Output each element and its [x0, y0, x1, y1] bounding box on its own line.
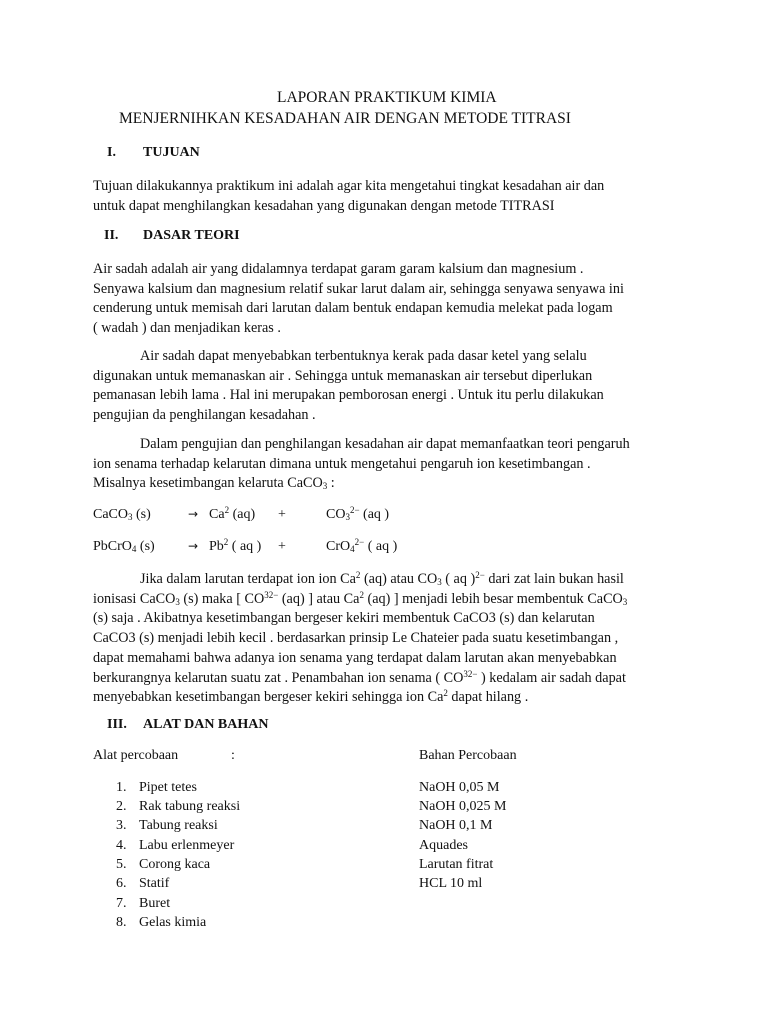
list-number: 6.: [116, 876, 127, 891]
text-run: menyebabkan kesetimbangan bergeser kekiri sehingga ion Ca: [93, 689, 444, 706]
list-number: 5.: [116, 857, 127, 872]
list-item: Buret: [139, 896, 171, 911]
superscript: 2−: [268, 589, 279, 600]
list-item: Corong kaca: [139, 857, 211, 872]
dasar-paragraph-3: [93, 435, 630, 494]
alat-label: Alat percobaan: [93, 748, 179, 763]
list-number: 1.: [116, 780, 127, 795]
list-item: NaOH 0,1 M: [419, 818, 493, 833]
subscript: 4: [131, 544, 137, 554]
superscript: 2: [223, 537, 229, 547]
dasar-paragraph-4: [93, 570, 627, 708]
superscript: 2−: [467, 668, 478, 679]
equation-2-right: [326, 539, 397, 555]
list-item: Rak tabung reaksi: [139, 799, 241, 814]
plus-sign: +: [278, 507, 286, 522]
subscript: 3: [322, 481, 328, 492]
list-number: 7.: [116, 896, 127, 911]
text-run: (aq) ] atau Ca: [278, 590, 360, 607]
list-item: HCL 10 ml: [419, 876, 483, 891]
text-line: CaCO3 (s) menjadi lebih kecil . berdasarkan prinsip Le Chateier pada suatu kesetimbangan ,: [93, 630, 619, 647]
list-item: Pipet tetes: [139, 780, 197, 795]
equation-1-right: [326, 507, 389, 523]
formula: CrO: [326, 539, 351, 554]
text-line: Tujuan dilakukannya praktikum ini adalah agar kita mengetahui tingkat kesadahan air dan: [93, 178, 605, 194]
superscript: 3: [264, 589, 269, 600]
subscript: 3: [345, 512, 350, 522]
superscript: 2−: [354, 537, 365, 547]
text-line: pemanasan lebih lama . Hal ini merupakan pemborosan energi . Untuk itu perlu dilakukan: [93, 387, 604, 404]
subscript: 3: [622, 596, 628, 607]
formula: CO: [326, 507, 346, 522]
list-item: Labu erlenmeyer: [139, 838, 235, 853]
plus-sign: +: [278, 539, 286, 554]
text-line: untuk dapat menghilangkan kesadahan yang digunakan dengan metode TITRASI: [93, 197, 555, 214]
formula: Ca: [209, 507, 225, 522]
text-run: dapat hilang .: [447, 689, 529, 706]
text-line: [93, 570, 627, 590]
text-run: (s) maka [ CO: [179, 590, 265, 607]
formula: Pb: [209, 539, 224, 554]
equation-2-middle: [209, 539, 261, 555]
list-item: Gelas kimia: [139, 915, 207, 930]
text-line: cenderung untuk memisah dari larutan dalam bentuk endapan kemudia melekat pada logam: [93, 300, 613, 317]
text-line: [93, 590, 627, 610]
text-run: (aq) atau CO: [360, 571, 438, 587]
superscript: 2: [443, 688, 448, 699]
state: ( aq ): [364, 539, 398, 554]
superscript: 2−: [475, 570, 485, 580]
alat-colon: :: [231, 748, 235, 763]
subscript: 3: [437, 577, 442, 587]
equation-1-left: [93, 507, 151, 523]
bahan-label: Bahan Percobaan: [419, 748, 517, 763]
text-run: ) kedalam air sadah dapat: [477, 669, 626, 686]
subscript: 3: [175, 596, 180, 607]
superscript: 2−: [349, 505, 360, 515]
state: (aq ): [359, 507, 390, 522]
text-run: Jika dalam larutan terdapat ion ion Ca: [140, 571, 356, 587]
superscript: 2: [355, 570, 361, 580]
text-line: [93, 688, 627, 708]
text-line: ion senama terhadap kelarutan dimana untuk mengetahui pengaruh ion kesetimbangan .: [93, 455, 591, 472]
section-3-heading: ALAT DAN BAHAN: [143, 717, 269, 732]
list-item: NaOH 0,025 M: [419, 799, 507, 814]
section-2-heading: DASAR TEORI: [143, 228, 240, 243]
text-run: berkurangnya kelarutan suatu zat . Penambahan ion senama ( CO: [93, 669, 464, 686]
text-run: (aq) ] menjadi lebih besar membentuk CaCO: [363, 590, 623, 607]
text-line: Air sadah adalah air yang didalamnya terdapat garam garam kalsium dan magnesium .: [93, 261, 584, 277]
list-item: Statif: [139, 876, 170, 891]
text-line: pengujian da penghilangan kesadahan .: [93, 407, 316, 424]
text-line: [93, 474, 630, 494]
list-item: Aquades: [419, 838, 468, 853]
text-line: Senyawa kalsium dan magnesium relatif sukar larut dalam air, sehingga senyawa senyawa ini: [93, 280, 624, 297]
text-line: dapat memahami bahwa adanya ion senama yang terdapat dalam larutan akan menyebabkan: [93, 649, 617, 666]
state: (aq): [229, 507, 256, 522]
text-line: ( wadah ) dan menjadikan keras .: [93, 320, 281, 337]
list-item: Larutan fitrat: [419, 857, 494, 872]
superscript: 2: [224, 505, 230, 515]
text-run: :: [327, 475, 335, 492]
dasar-paragraph-2: [93, 347, 604, 426]
report-title-line2: MENJERNIHKAN KESADAHAN AIR DENGAN METODE TITRASI: [119, 110, 571, 127]
list-number: 2.: [116, 799, 127, 814]
formula: PbCrO: [93, 539, 132, 554]
list-number: 3.: [116, 818, 127, 833]
text-run: ( aq ): [441, 571, 476, 587]
text-run: dari zat lain bukan hasil: [484, 571, 624, 587]
section-3-number: III.: [107, 717, 127, 732]
text-line: [93, 669, 627, 689]
tujuan-paragraph: [93, 177, 604, 216]
list-item: NaOH 0,05 M: [419, 780, 500, 795]
section-1-heading: TUJUAN: [143, 145, 200, 160]
list-number: 8.: [116, 915, 127, 930]
report-title-line1: LAPORAN PRAKTIKUM KIMIA: [277, 89, 497, 106]
equation-2-left: [93, 539, 155, 555]
subscript: 4: [350, 544, 355, 554]
superscript: 2: [359, 589, 364, 600]
section-1-number: I.: [107, 145, 116, 160]
reaction-arrow-icon: →: [188, 539, 199, 553]
list-number: 4.: [116, 838, 127, 853]
superscript: 3: [463, 668, 468, 679]
text-run: Misalnya kesetimbangan kelaruta CaCO: [93, 475, 323, 492]
formula: CaCO: [93, 507, 128, 522]
list-item: Tabung reaksi: [139, 818, 218, 833]
text-line: Air sadah dapat menyebabkan terbentuknya kerak pada dasar ketel yang selalu: [140, 348, 587, 364]
reaction-arrow-icon: →: [188, 507, 199, 521]
state: ( aq ): [228, 539, 262, 554]
equation-1-middle: [209, 507, 255, 523]
section-2-number: II.: [104, 228, 119, 243]
dasar-paragraph-1: [93, 260, 624, 339]
text-run: ionisasi CaCO: [93, 590, 176, 607]
state: (s): [136, 539, 155, 554]
subscript: 3: [128, 512, 133, 522]
text-line: (s) saja . Akibatnya kesetimbangan bergeser kekiri membentuk CaCO3 (s) dan kelarutan: [93, 610, 595, 627]
text-line: digunakan untuk memanaskan air . Sehingga untuk memanaskan air tersebut diperlukan: [93, 367, 593, 384]
text-line: Dalam pengujian dan penghilangan kesadahan air dapat memanfaatkan teori pengaruh: [140, 436, 630, 452]
state: (s): [132, 507, 151, 522]
